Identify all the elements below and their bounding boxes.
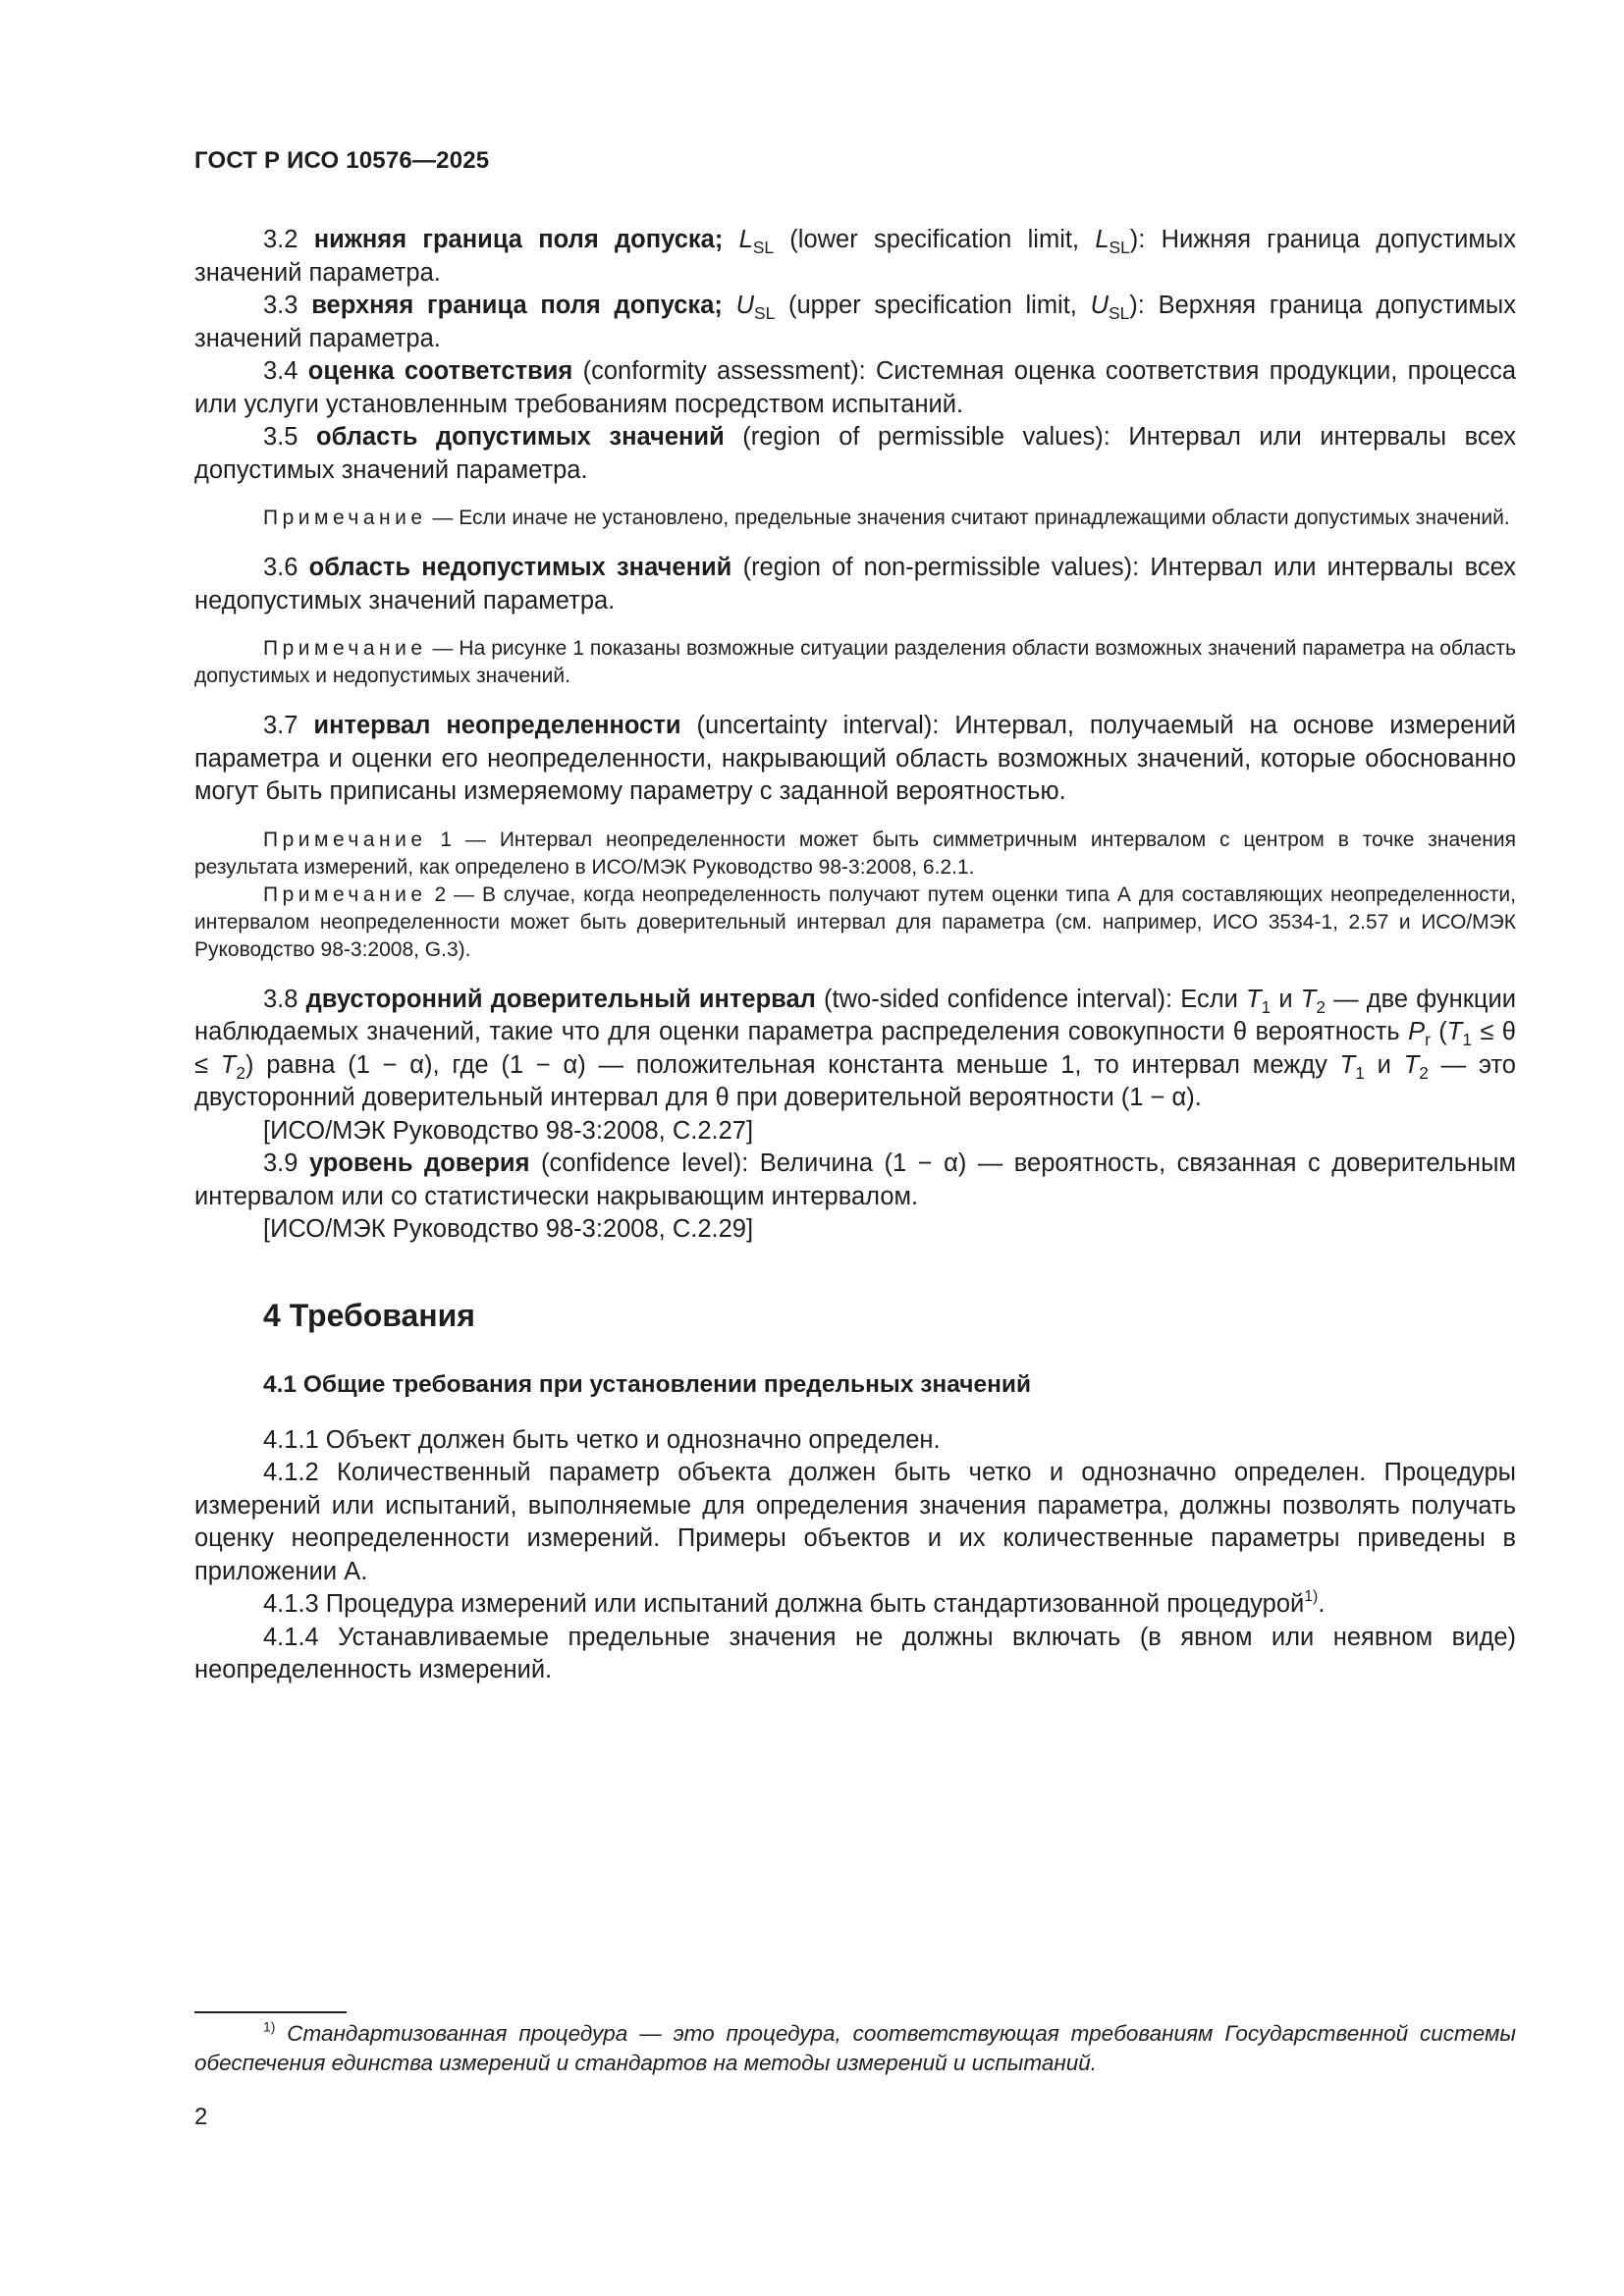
subscript: SL bbox=[1109, 238, 1130, 258]
definition-3-4 bbox=[194, 355, 1516, 421]
definition-text: (uncertainty interval): Интервал, получаемый на основе измерений параметра и оценки его неопределенности, накрывающий область возможных значений, которые обоснованно могут быть приписаны измеряемому параметру с заданной вероятностью. bbox=[194, 712, 1516, 805]
definition-3-6 bbox=[194, 552, 1516, 617]
note-label: Примечание bbox=[263, 828, 427, 851]
page-number: 2 bbox=[194, 2104, 208, 2130]
definition-term: нижняя граница поля допуска; bbox=[313, 226, 724, 253]
source-reference: [ИСО/МЭК Руководство 98-3:2008, C.2.27] bbox=[263, 1116, 754, 1145]
note-label: Примечание bbox=[263, 507, 427, 529]
symbol: U bbox=[735, 292, 755, 319]
note-label: Примечание bbox=[263, 882, 427, 906]
definition-text: (region of non-permissible values): Интервал или интервалы всех недопустимых значений параметра. bbox=[194, 554, 1516, 614]
definition-number: 3.8 bbox=[263, 985, 306, 1013]
section-heading: 4 Требования bbox=[263, 1297, 475, 1333]
clause-4-1-2: 4.1.2 Количественный параметр объекта должен быть четко и однозначно определен. Процедуры измерений или испытаний, выполняемые для определения значения параметра, должны позволять получать оценку неопределенности измерений. Примеры объектов и их количественные параметры приведены в приложении А. bbox=[194, 1459, 1516, 1585]
definition-term: оценка соответствия bbox=[307, 357, 573, 385]
definition-text: ): Верхняя граница допустимых значений параметра. bbox=[194, 292, 1516, 352]
note-text: — На рисунке 1 показаны возможные ситуации разделения области возможных значений параметра на область допустимых и недопустимых значений. bbox=[194, 637, 1516, 687]
footnote-reference[interactable]: 1) bbox=[1304, 1587, 1319, 1605]
document-header: ГОСТ Р ИСО 10576—2025 bbox=[194, 147, 490, 174]
definition-number: 3.2 bbox=[263, 226, 314, 253]
symbol: L bbox=[1095, 226, 1110, 253]
footnote-divider bbox=[194, 2011, 347, 2013]
clause-4-1-4: 4.1.4 Устанавливаемые предельные значения не должны включать (в явном или неявном виде) неопределенность измерений. bbox=[194, 1623, 1516, 1683]
definition-number: 3.3 bbox=[263, 292, 312, 319]
definition-number: 3.9 bbox=[263, 1149, 309, 1177]
note-3-7-2 bbox=[194, 881, 1516, 964]
definition-number: 3.6 bbox=[263, 554, 309, 581]
definition-text: (lower specification limit, bbox=[774, 226, 1096, 253]
definition-number: 3.5 bbox=[263, 423, 316, 451]
symbol: L bbox=[738, 226, 753, 253]
symbol: P bbox=[1408, 1018, 1426, 1045]
subscript: SL bbox=[1109, 303, 1130, 324]
definition-3-5 bbox=[194, 421, 1516, 487]
definition-3-9 bbox=[194, 1148, 1516, 1213]
definition-text: (confidence level): Величина (1 − α) — вероятность, связанная с доверительным интервалом или со статистически накрывающим интервалом. bbox=[194, 1149, 1516, 1210]
symbol: U bbox=[1090, 292, 1110, 319]
symbol: T bbox=[1300, 985, 1317, 1013]
clause-4-1-1: 4.1.1 Объект должен быть четко и однозначно определен. bbox=[263, 1425, 941, 1454]
subsection-heading: 4.1 Общие требования при установлении предельных значений bbox=[263, 1370, 1032, 1398]
symbol: T bbox=[1403, 1050, 1420, 1079]
note-label: Примечание bbox=[263, 637, 427, 660]
symbol: T bbox=[1339, 1050, 1356, 1079]
definition-text: (upper specification limit, bbox=[775, 292, 1091, 319]
subscript: SL bbox=[754, 303, 776, 324]
document-body bbox=[194, 224, 1516, 1687]
symbol: T bbox=[1446, 1018, 1463, 1045]
subscript: SL bbox=[752, 238, 775, 258]
definition-text: ): Нижняя граница допустимых значений параметра. bbox=[194, 226, 1516, 287]
definition-term: двусторонний доверительный интервал bbox=[305, 985, 816, 1013]
definition-term: верхняя граница поля допуска; bbox=[311, 292, 723, 319]
clause-4-1-3: 4.1.3 Процедура измерений или испытаний должна быть стандартизованной процедурой$^{1)}$. bbox=[263, 1587, 1326, 1618]
definition-term: область допустимых значений bbox=[316, 423, 725, 451]
note-3-7-1 bbox=[194, 827, 1516, 881]
note-text: — Если иначе не установлено, предельные значения считают принадлежащими области допустимых значений. bbox=[426, 507, 1510, 529]
definition-text: (conformity assessment): Системная оценка соответствия продукции, процесса или услуги установленным требованиям посредством испытаний. bbox=[194, 357, 1516, 418]
definition-3-8: 3.8 двусторонний доверительный интервал (two-sided confidence interval): Если $T_1$ и $T_2$ — две функции наблюдаемых значений, такие что для оценки параметра распределения совокупности θ вероятность $P_r$ $(T_1 \le \theta \le T_2)$ равна (1 − α), где (1 − α) — положительная константа меньше 1, то интервал между $T_1$ и $T_2$ — это двусторонний доверительный интервал для θ при доверительной вероятности (1 − α). bbox=[194, 985, 1516, 1111]
definition-term: интервал неопределенности bbox=[313, 712, 681, 739]
footnote-marker: 1) bbox=[263, 2018, 276, 2035]
footnote-text: Стандартизованная процедура — это процедура, соответствующая требованиям Государственной системы обеспечения единства измерений и стандартов на методы измерений и испытаний. bbox=[194, 2021, 1516, 2075]
definition-term: область недопустимых значений bbox=[308, 554, 732, 581]
note-text: 2 — В случае, когда неопределенность получают путем оценки типа А для составляющих неопределенности, интервалом неопределенности может быть доверительный интервал для параметра (см. например, ИСО 3534-1, 2.57 и ИСО/МЭК Руководство 98-3:2008, G.3). bbox=[194, 882, 1516, 961]
definition-3-2 bbox=[194, 224, 1516, 290]
symbol: T bbox=[220, 1050, 237, 1079]
source-reference: [ИСО/МЭК Руководство 98-3:2008, C.2.29] bbox=[263, 1215, 754, 1243]
note-3-6 bbox=[194, 635, 1516, 690]
definition-number: 3.4 bbox=[263, 357, 308, 385]
definition-term: уровень доверия bbox=[308, 1149, 530, 1177]
definition-text: (region of permissible values): Интервал или интервалы всех допустимых значений параметра. bbox=[194, 423, 1516, 484]
definition-number: 3.7 bbox=[263, 712, 314, 739]
definition-3-3 bbox=[194, 290, 1516, 355]
note-3-5 bbox=[194, 505, 1516, 532]
symbol: T bbox=[1245, 985, 1262, 1013]
definition-3-7 bbox=[194, 710, 1516, 809]
note-text: 1 — Интервал неопределенности может быть симметричным интервалом с центром в точке значения результата измерений, как определено в ИСО/МЭК Руководство 98-3:2008, 6.2.1. bbox=[194, 828, 1516, 879]
footnote bbox=[194, 2019, 1516, 2078]
